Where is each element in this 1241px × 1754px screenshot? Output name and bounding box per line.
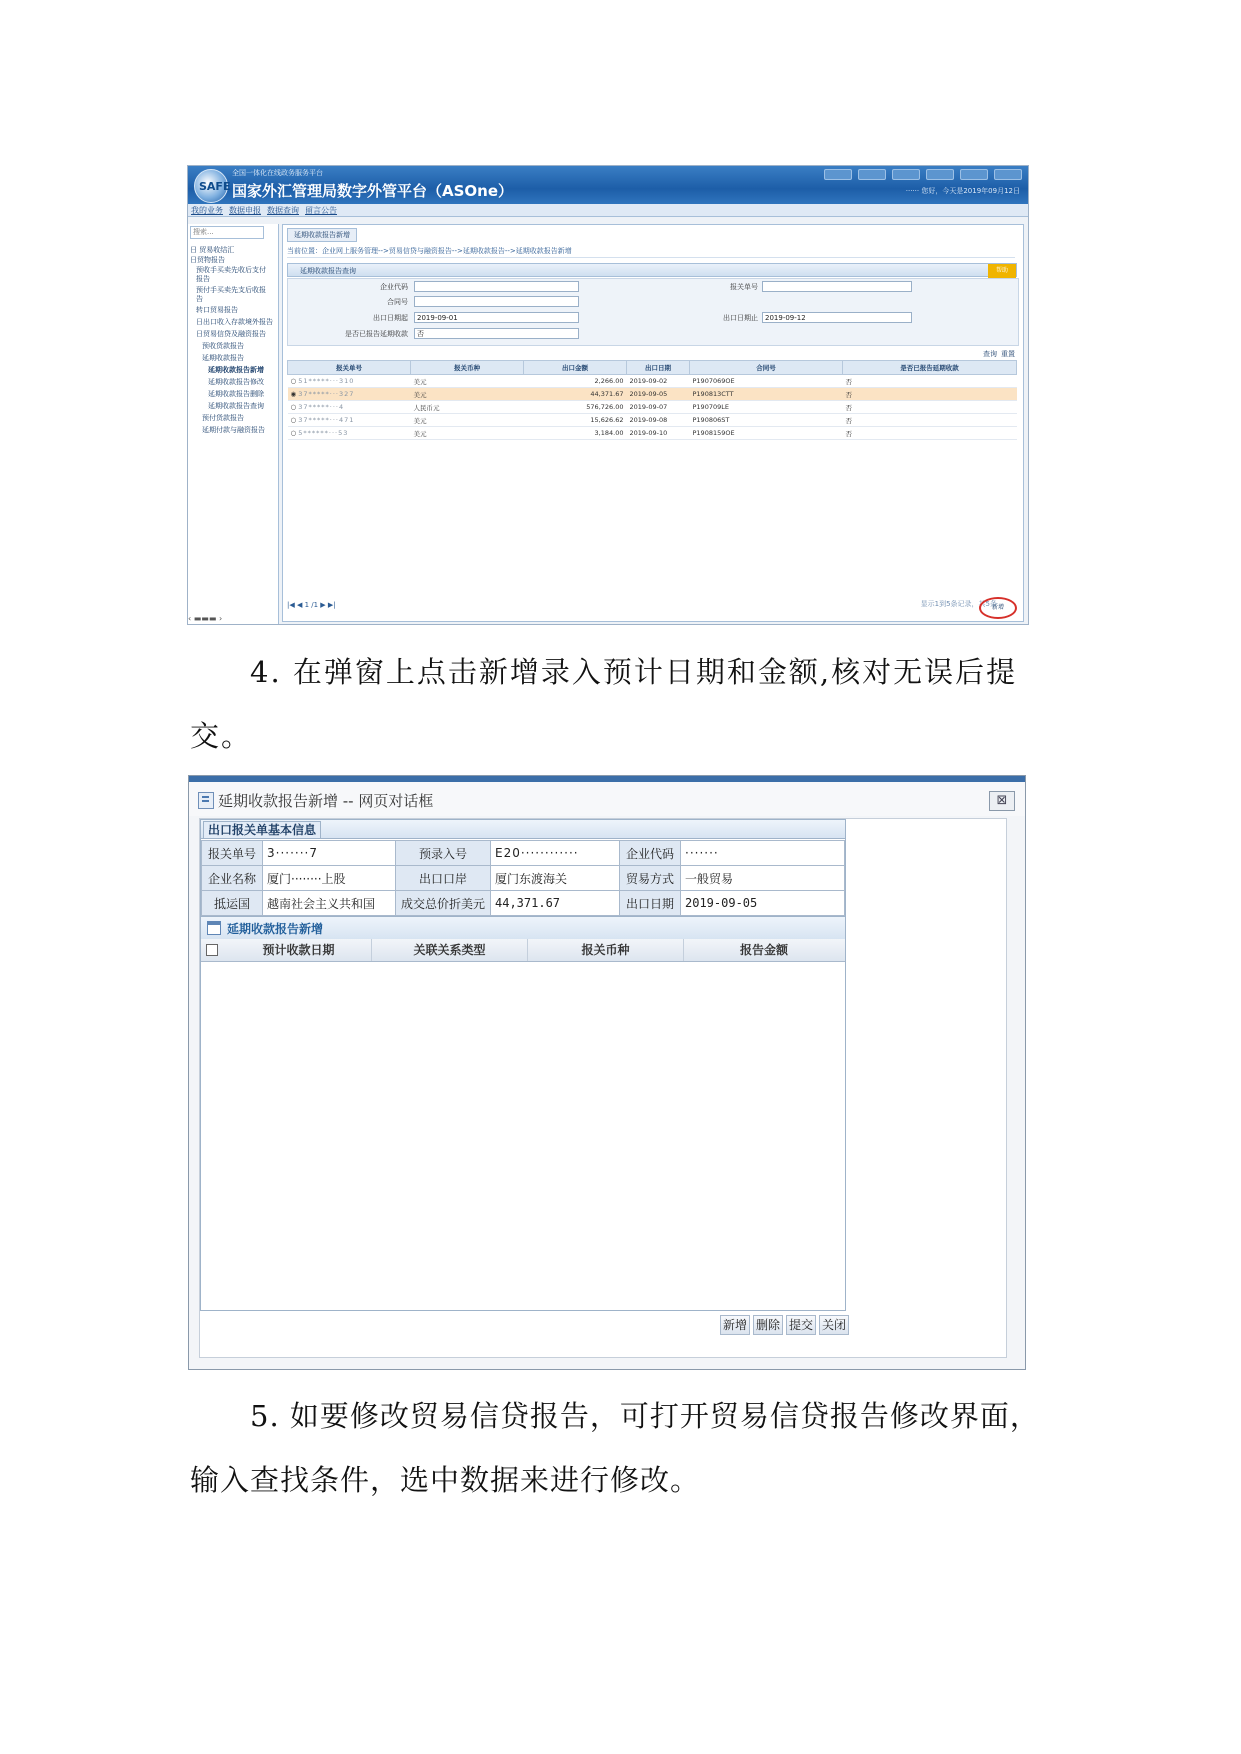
col-currency: 报关币种 <box>411 361 524 375</box>
close-button[interactable]: 关闭 <box>819 1315 849 1335</box>
row-currency: 美元 <box>411 414 524 427</box>
section-delayed-receipt-add-title: 延期收款报告新增 <box>227 922 324 936</box>
usd-total-label: 成交总价折美元 <box>396 891 491 916</box>
row-date: 2019-09-10 <box>627 427 690 440</box>
sidebar-item[interactable]: 日贸物报告 <box>190 256 225 264</box>
query-button[interactable]: 查询 <box>983 350 997 358</box>
banner-subtitle: 全国一体化在线政务服务平台 <box>232 169 323 177</box>
menu-data-query[interactable]: 数据查询 <box>267 205 299 215</box>
export-end-input[interactable]: 2019-09-12 <box>762 312 912 323</box>
breadcrumb: 当前位置：企业网上服务管理-->贸易信贷与融资报告-->延期收款报告-->延期收款报告新增 <box>287 245 1015 258</box>
paragraph-step5-line1: 5. 如要修改贸易信贷报告，可打开贸易信贷报告修改界面， <box>250 1399 1040 1433</box>
trade-mode-label: 贸易方式 <box>620 866 681 891</box>
row-customs-no: 37*****···4 <box>298 403 345 411</box>
toolbar-button[interactable] <box>960 169 988 180</box>
customs-no-label: 报关单号 <box>202 841 263 866</box>
query-panel-header <box>287 263 1017 277</box>
receipt-grid-header <box>201 939 845 962</box>
customs-no-input[interactable] <box>762 281 912 292</box>
tab-delayed-receipt-add[interactable]: 延期收款报告新增 <box>287 228 357 242</box>
main-content <box>282 224 1024 622</box>
row-amount: 576,726.00 <box>524 401 627 414</box>
toolbar-button[interactable] <box>824 169 852 180</box>
row-currency: 美元 <box>411 427 524 440</box>
row-customs-no: 37*****···471 <box>298 416 355 424</box>
destination-value: 越南社会主义共和国 <box>263 891 396 916</box>
app-banner <box>188 166 1028 204</box>
preentry-value: E20············ <box>491 841 620 866</box>
section-customs-info-title: 出口报关单基本信息 <box>203 821 321 838</box>
reported-select[interactable]: 否 <box>414 328 579 339</box>
radio-icon[interactable]: ○ <box>290 403 299 411</box>
screenshot-delayed-receipt-dialog <box>188 775 1026 1370</box>
safe-logo-icon: SAFE <box>194 169 228 203</box>
company-code-label: 企业代码 <box>620 841 681 866</box>
contract-label: 合同号 <box>387 298 408 306</box>
col-currency: 报关币种 <box>528 939 684 961</box>
trade-mode-value: 一般贸易 <box>681 866 845 891</box>
add-button[interactable]: 新增 <box>720 1315 750 1335</box>
port-value: 厦门东渡海关 <box>491 866 620 891</box>
close-icon[interactable]: ⊠ <box>989 791 1015 811</box>
customs-no-value: 3·······7 <box>263 841 396 866</box>
col-customs-no: 报关单号 <box>288 361 411 375</box>
sidebar-item[interactable]: 延期收款报告 <box>202 354 244 362</box>
menu-my-business[interactable]: 我的业务 <box>191 205 223 215</box>
row-customs-no: 5******···53 <box>298 429 349 437</box>
user-greeting: ······ 您好，今天是2019年09月12日 <box>905 187 1020 195</box>
toolbar-button[interactable] <box>892 169 920 180</box>
paragraph-step4-line2: 交。 <box>190 719 253 753</box>
col-expected-date: 预计收款日期 <box>226 939 372 961</box>
sidebar-item[interactable]: 预收手买卖先收后支付报告 <box>196 266 266 283</box>
sidebar-item[interactable]: 日出口收入存款境外报告 <box>196 318 273 326</box>
company-code-value: ······· <box>681 841 845 866</box>
row-date: 2019-09-02 <box>627 375 690 388</box>
row-date: 2019-09-08 <box>627 414 690 427</box>
reset-button[interactable]: 重置 <box>1001 350 1015 358</box>
sidebar-item[interactable]: 延期收款报告删除 <box>208 390 264 398</box>
row-date: 2019-09-07 <box>627 401 690 414</box>
add-button-highlighted[interactable]: 新增 <box>979 597 1017 619</box>
row-contract: P1908159OE <box>690 427 843 440</box>
paragraph-step4-line1: 4. 在弹窗上点击新增录入预计日期和金额,核对无误后提 <box>250 655 1018 689</box>
dialog-titlebar <box>189 782 1025 816</box>
screenshot-asone-delayed-receipt-query <box>187 165 1029 625</box>
sidebar-item-active[interactable]: 延期收款报告新增 <box>208 366 264 374</box>
col-reported: 是否已报告延期收款 <box>843 361 1017 375</box>
row-customs-no: 37*****···327 <box>298 390 355 398</box>
query-actions <box>983 349 1015 359</box>
row-currency: 美元 <box>411 375 524 388</box>
toolbar-button[interactable] <box>994 169 1022 180</box>
section-delayed-receipt-add <box>201 916 845 940</box>
main-menu <box>188 204 1029 217</box>
row-amount: 2,266.00 <box>524 375 627 388</box>
contract-input[interactable] <box>414 296 579 307</box>
company-code-input[interactable] <box>414 281 579 292</box>
dialog-body <box>199 818 1007 1358</box>
document-icon <box>198 792 214 809</box>
row-date: 2019-09-05 <box>627 388 690 401</box>
row-contract: P1907069OE <box>690 375 843 388</box>
query-form <box>287 278 1019 346</box>
table-row-selected[interactable] <box>288 388 1017 401</box>
usd-total-value: 44,371.67 <box>491 891 620 916</box>
row-amount: 15,626.62 <box>524 414 627 427</box>
row-reported: 否 <box>843 388 1017 401</box>
results-table <box>287 360 1017 440</box>
paragraph-step5-line2: 输入查找条件，选中数据来进行修改。 <box>190 1463 701 1497</box>
radio-checked-icon[interactable]: ◉ <box>290 390 299 398</box>
export-date-value: 2019-09-05 <box>681 891 845 916</box>
row-reported: 否 <box>843 414 1017 427</box>
company-name-label: 企业名称 <box>202 866 263 891</box>
form-icon <box>207 921 221 935</box>
sidebar-scrollbar[interactable]: ‹ ▬▬▬ › <box>188 614 223 623</box>
col-date: 出口日期 <box>627 361 690 375</box>
menu-data-report[interactable]: 数据申报 <box>229 205 261 215</box>
sidebar-item[interactable]: 日贸易信贷及融资报告 <box>196 330 266 338</box>
table-row[interactable] <box>288 414 1017 427</box>
customs-info-table <box>201 840 845 916</box>
sidebar-item[interactable]: 日 贸易收结汇 <box>190 246 235 254</box>
radio-icon[interactable]: ○ <box>290 429 299 437</box>
help-button[interactable]: 帮助 <box>988 264 1016 278</box>
export-date-label: 出口日期 <box>620 891 681 916</box>
sidebar-item[interactable]: 延期收款报告修改 <box>208 378 264 386</box>
sidebar <box>188 224 279 624</box>
company-code-label: 企业代码 <box>380 283 408 291</box>
delete-button[interactable]: 删除 <box>753 1315 783 1335</box>
radio-icon[interactable]: ○ <box>290 377 299 385</box>
banner-toolbar <box>824 169 1022 180</box>
row-reported: 否 <box>843 427 1017 440</box>
row-reported: 否 <box>843 375 1017 388</box>
export-start-input[interactable]: 2019-09-01 <box>414 312 579 323</box>
row-contract: P190709LE <box>690 401 843 414</box>
menu-announcements[interactable]: 留言公告 <box>305 205 337 215</box>
sidebar-item[interactable]: 转口贸易报告 <box>196 306 238 314</box>
row-currency: 美元 <box>411 388 524 401</box>
col-amount: 出口金额 <box>524 361 627 375</box>
col-contract: 合同号 <box>690 361 843 375</box>
port-label: 出口口岸 <box>396 866 491 891</box>
row-contract: P190813CTT <box>690 388 843 401</box>
dialog-buttons <box>720 1315 849 1335</box>
row-currency: 人民币元 <box>411 401 524 414</box>
row-amount: 44,371.67 <box>524 388 627 401</box>
toolbar-button[interactable] <box>858 169 886 180</box>
pagination[interactable]: |◀ ◀ 1 /1 ▶ ▶| <box>287 601 336 609</box>
sidebar-item[interactable]: 预付货款报告 <box>202 414 244 422</box>
sidebar-item[interactable]: 延期付款与融资报告 <box>202 426 265 434</box>
dialog-title: 延期收款报告新增 -- 网页对话框 <box>218 792 434 810</box>
query-panel-title: 延期收款报告查询 <box>300 267 356 275</box>
table-row[interactable] <box>288 401 1017 414</box>
customs-no-label: 报关单号 <box>730 283 758 291</box>
export-start-label: 出口日期起 <box>373 314 408 322</box>
sidebar-search-input[interactable]: 搜索... <box>190 226 264 239</box>
row-contract: P190806ST <box>690 414 843 427</box>
preentry-label: 预录入号 <box>396 841 491 866</box>
pagination-summary: 显示1到5条记录，共5条 <box>920 600 997 608</box>
select-all-checkbox[interactable] <box>206 944 218 956</box>
radio-icon[interactable]: ○ <box>290 416 299 424</box>
table-row[interactable] <box>288 427 1017 440</box>
app-title: 国家外汇管理局数字外管平台（ASOne） <box>232 182 514 200</box>
reported-label: 是否已报告延期收款 <box>345 330 408 338</box>
col-relation-type: 关联关系类型 <box>372 939 528 961</box>
row-customs-no: 51*****···310 <box>298 377 355 385</box>
company-name-value: 厦门········上股 <box>263 866 396 891</box>
table-row[interactable] <box>288 375 1017 388</box>
section-customs-info <box>201 820 845 839</box>
dialog-form <box>200 819 846 1311</box>
sidebar-item[interactable]: 预收货款报告 <box>202 342 244 350</box>
submit-button[interactable]: 提交 <box>786 1315 816 1335</box>
sidebar-item[interactable]: 延期收款报告查询 <box>208 402 264 410</box>
toolbar-button[interactable] <box>926 169 954 180</box>
export-end-label: 出口日期止 <box>723 314 758 322</box>
row-reported: 否 <box>843 401 1017 414</box>
destination-label: 抵运国 <box>202 891 263 916</box>
sidebar-item[interactable]: 预付手买卖先支后收报告 <box>196 286 266 303</box>
row-amount: 3,184.00 <box>524 427 627 440</box>
col-report-amount: 报告金额 <box>739 943 788 957</box>
